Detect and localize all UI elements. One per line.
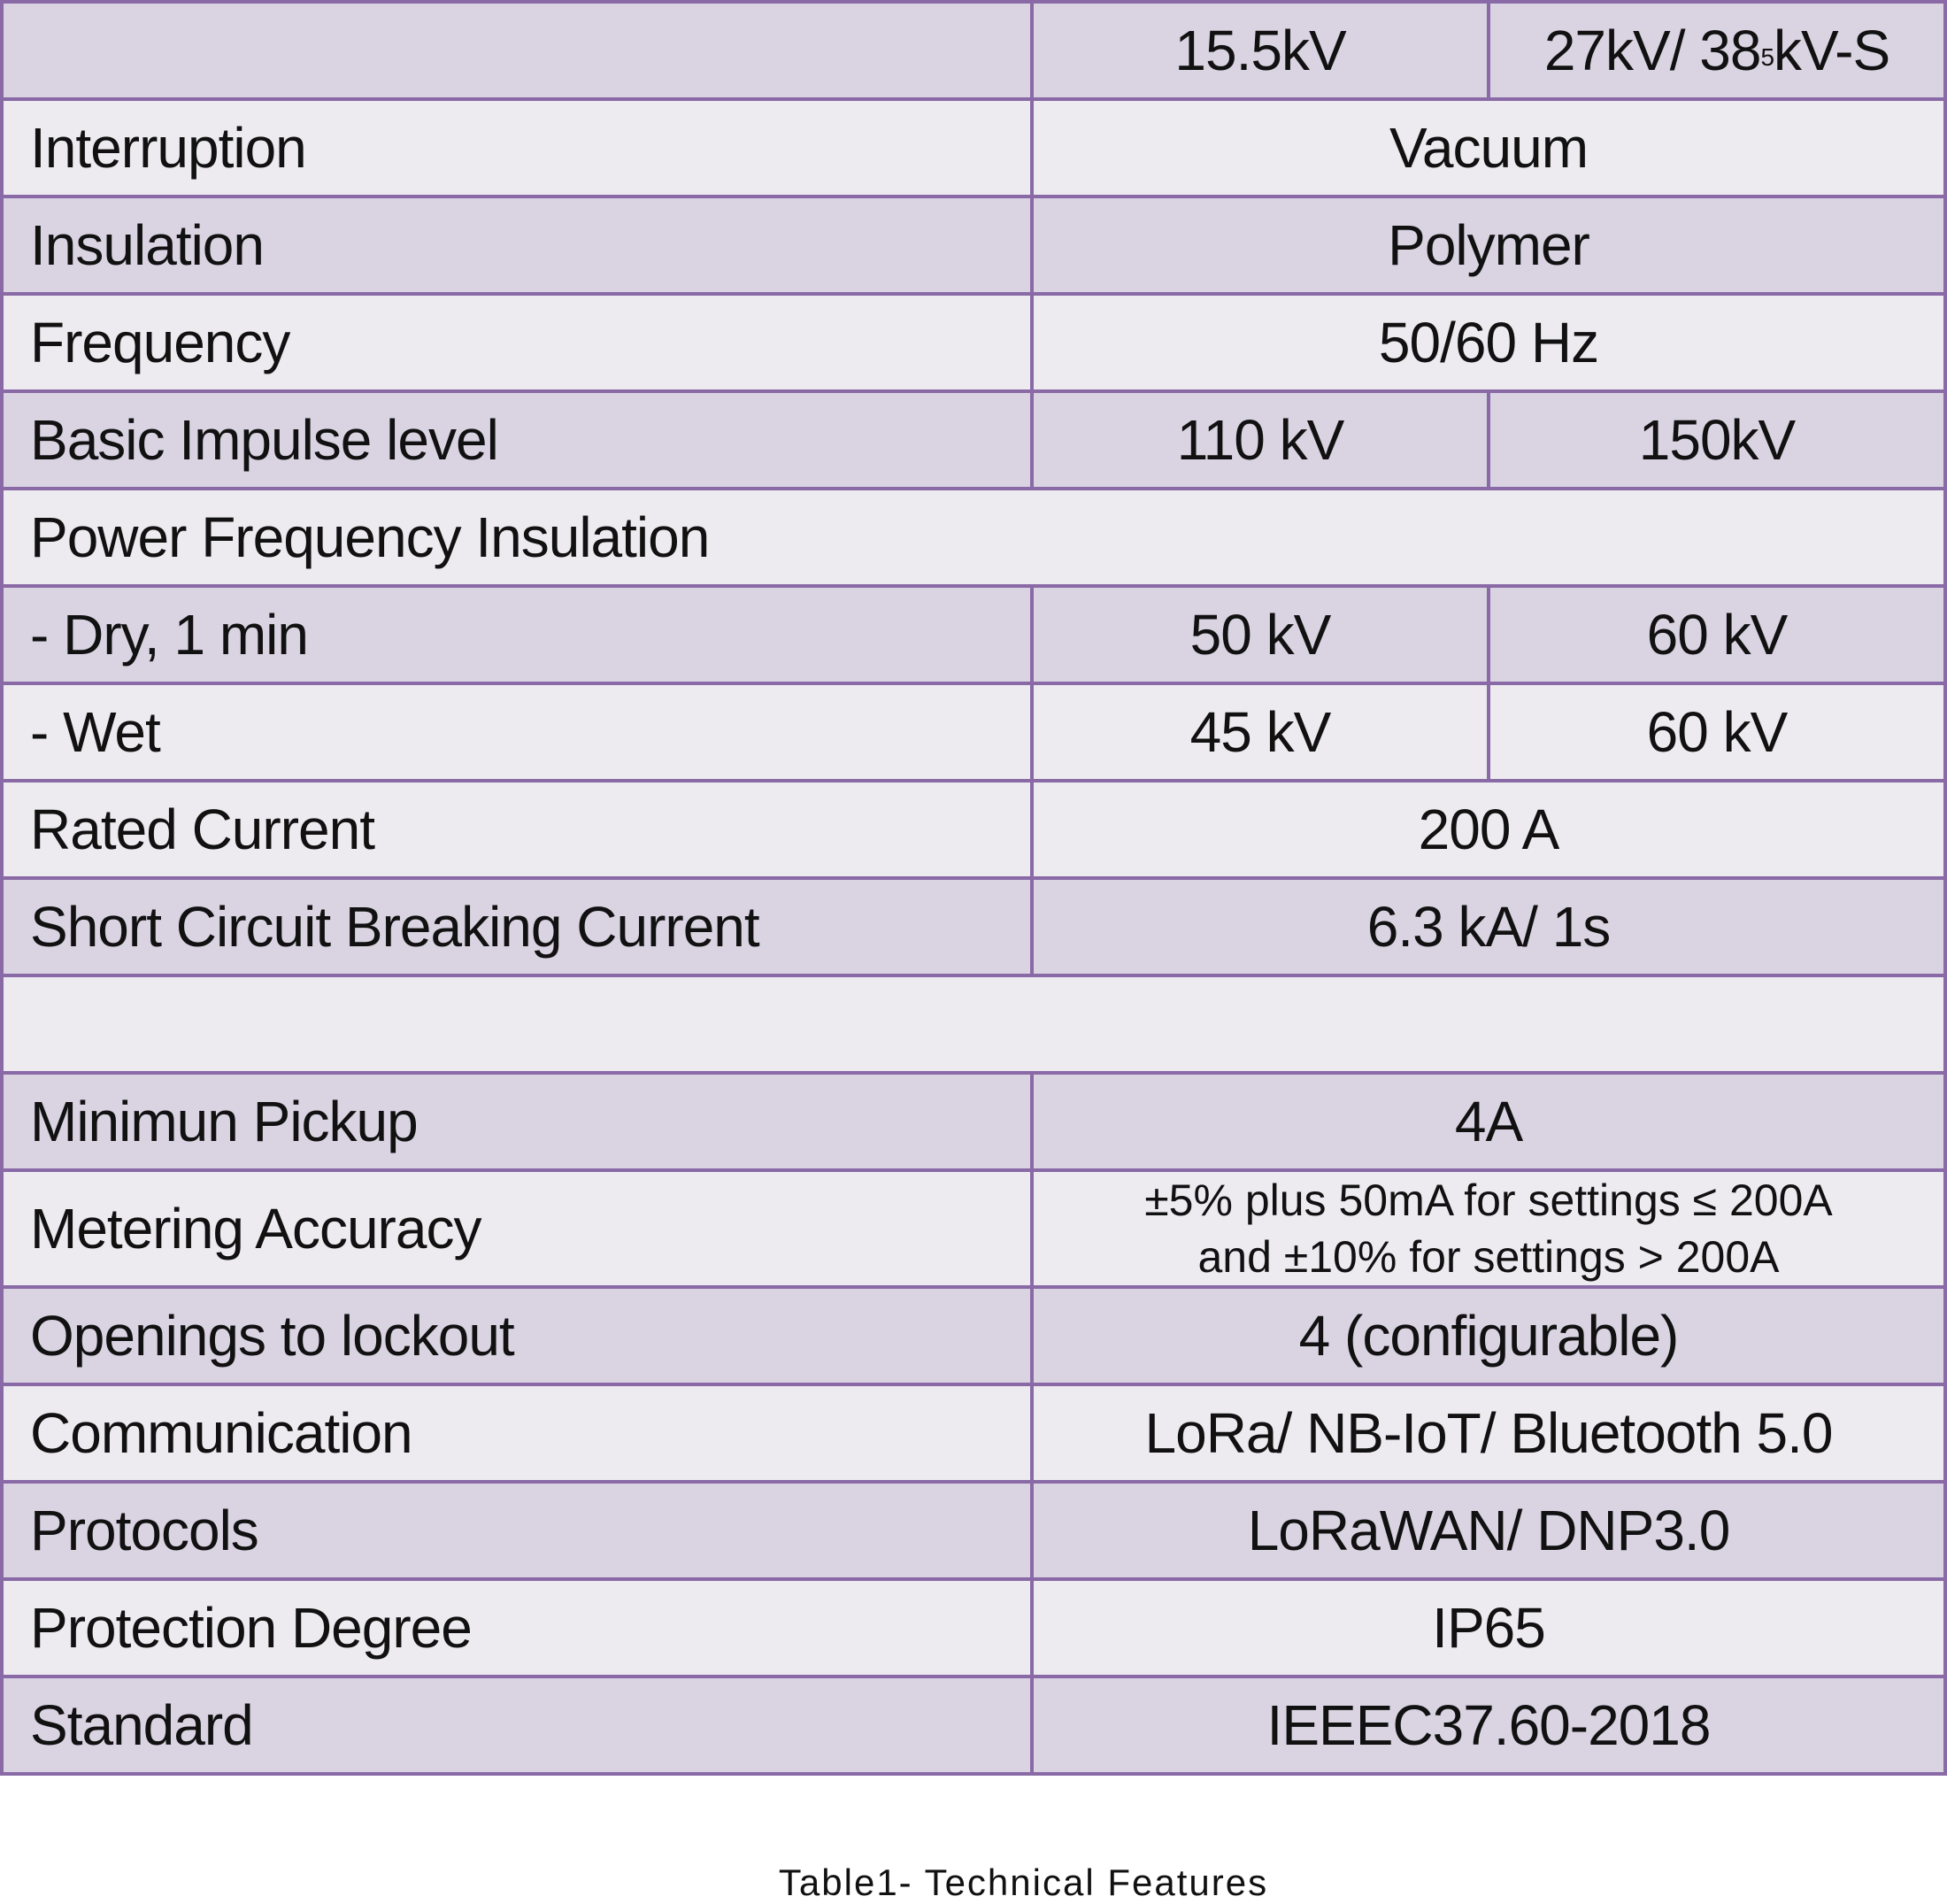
row-value: Polymer (1030, 195, 1947, 296)
row-label: Power Frequency Insulation (0, 487, 1947, 588)
table-row (0, 487, 1947, 588)
row-label: Frequency (0, 292, 1034, 393)
row-label: Minimun Pickup (0, 1071, 1034, 1172)
table-row (0, 1577, 1947, 1678)
table-caption: Table1- Technical Features (778, 1862, 1269, 1903)
row-value: 6.3 kA/ 1s (1030, 876, 1947, 977)
row-value: 200 A (1030, 779, 1947, 880)
row-value-15kv: 45 kV (1030, 682, 1490, 782)
row-value-27-38kv: 60 kV (1487, 584, 1947, 685)
row-value: IP65 (1030, 1577, 1947, 1678)
table-row (0, 1071, 1947, 1172)
header-empty-cell (0, 0, 1034, 101)
table-row (0, 1168, 1947, 1289)
table-row (0, 195, 1947, 296)
spacer-cell (0, 974, 1947, 1075)
row-value-15kv: 110 kV (1030, 389, 1490, 490)
row-value: LoRa/ NB-IoT/ Bluetooth 5.0 (1030, 1383, 1947, 1484)
row-label: Short Circuit Breaking Current (0, 876, 1034, 977)
header-27-38kv: 27kV/ 38 $^5$ kV-S (1487, 0, 1947, 101)
row-label: Communication (0, 1383, 1034, 1484)
row-label: Basic Impulse level (0, 389, 1034, 490)
table-row (0, 292, 1947, 393)
table-row-spacer (0, 974, 1947, 1075)
table-row (0, 779, 1947, 880)
table-row (0, 1480, 1947, 1581)
accuracy-line-2: and ±10% for settings > 200A (1197, 1232, 1780, 1282)
row-value-15kv: 50 kV (1030, 584, 1490, 685)
row-value-27-38kv: 60 kV (1487, 682, 1947, 782)
table-row (0, 1675, 1947, 1776)
row-value (1030, 1168, 1947, 1289)
row-label: Protocols (0, 1480, 1034, 1581)
row-label: Metering Accuracy (0, 1168, 1034, 1289)
row-value: 50/60 Hz (1030, 292, 1947, 393)
table-row (0, 682, 1947, 782)
row-value: IEEEC37.60-2018 (1030, 1675, 1947, 1776)
row-label: - Dry, 1 min (0, 584, 1034, 685)
table-header-row (0, 0, 1947, 101)
row-value: Vacuum (1030, 97, 1947, 198)
table-row (0, 389, 1947, 490)
header-15kv: 15.5kV (1030, 0, 1490, 101)
table-row (0, 876, 1947, 977)
row-label: Interruption (0, 97, 1034, 198)
row-value: 4 (configurable) (1030, 1285, 1947, 1386)
row-label: Rated Current (0, 779, 1034, 880)
row-value: 4A (1030, 1071, 1947, 1172)
row-label: Insulation (0, 195, 1034, 296)
row-label: Standard (0, 1675, 1034, 1776)
row-label: Openings to lockout (0, 1285, 1034, 1386)
table-row (0, 1285, 1947, 1386)
row-label: - Wet (0, 682, 1034, 782)
table-row (0, 1383, 1947, 1484)
table-row (0, 97, 1947, 198)
table-row (0, 584, 1947, 685)
row-value: LoRaWAN/ DNP3.0 (1030, 1480, 1947, 1581)
row-label: Protection Degree (0, 1577, 1034, 1678)
accuracy-line-1: ±5% plus 50mA for settings ≤ 200A (1144, 1176, 1833, 1225)
row-value-27-38kv: 150kV (1487, 389, 1947, 490)
